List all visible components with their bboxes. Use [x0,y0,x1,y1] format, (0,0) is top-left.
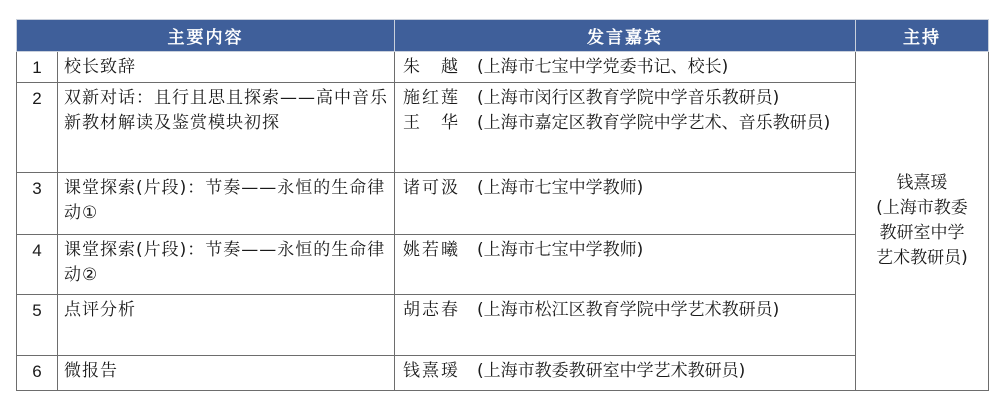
speaker-affiliation: (上海市教委教研室中学艺术教研员) [477,361,746,381]
row-topic: 课堂探索(片段)：节奏——永恒的生命律动① [58,173,395,235]
header-content: 主要内容 [17,20,395,52]
host-affiliation-line2: 教研室中学 [879,223,965,243]
speaker-entry [403,111,855,136]
speaker-entry [403,86,855,111]
row-number: 6 [17,356,58,391]
row-number: 5 [17,295,58,356]
host-cell [856,52,989,391]
row-number: 1 [17,52,58,83]
header-host: 主持 [856,20,989,52]
row-speakers [395,356,856,391]
speaker-name: 钱熹瑗 [403,361,460,381]
speaker-entry [403,176,855,201]
table-row [17,52,989,83]
row-speakers [395,173,856,235]
row-speakers [395,235,856,295]
row-topic: 微报告 [58,356,395,391]
header-row [17,20,989,52]
speaker-name: 胡志春 [403,300,460,320]
host-affiliation-line3: 艺术教研员) [876,248,968,268]
speaker-entry [403,359,855,384]
speaker-affiliation: (上海市七宝中学教师) [477,178,644,198]
speaker-entry [403,298,855,323]
row-speakers [395,52,856,83]
speaker-affiliation: (上海市松江区教育学院中学艺术教研员) [477,300,780,320]
row-speakers [395,83,856,173]
table-row [17,356,989,391]
row-number: 4 [17,235,58,295]
table-row [17,235,989,295]
speaker-affiliation: (上海市七宝中学教师) [477,240,644,260]
row-topic: 校长致辞 [58,52,395,83]
agenda-table [16,19,989,391]
header-speakers: 发言嘉宾 [395,20,856,52]
table-row [17,83,989,173]
speaker-entry [403,55,855,80]
speaker-affiliation: (上海市嘉定区教育学院中学艺术、音乐教研员) [477,113,831,133]
speaker-name: 王 华 [403,113,460,133]
row-topic: 课堂探索(片段)：节奏——永恒的生命律动② [58,235,395,295]
table-row [17,295,989,356]
host-affiliation-line1: (上海市教委 [876,198,968,218]
speaker-entry [403,238,855,263]
host-name: 钱熹瑗 [896,173,948,193]
speaker-name: 姚若曦 [403,240,460,260]
row-speakers [395,295,856,356]
row-number: 2 [17,83,58,173]
speaker-name: 诸可汲 [403,178,460,198]
speaker-name: 施红莲 [403,88,460,108]
table-row [17,173,989,235]
row-number: 3 [17,173,58,235]
row-topic: 点评分析 [58,295,395,356]
speaker-name: 朱 越 [403,57,460,77]
speaker-affiliation: (上海市七宝中学党委书记、校长) [477,57,729,77]
speaker-affiliation: (上海市闵行区教育学院中学音乐教研员) [477,88,780,108]
row-topic: 双新对话：且行且思且探索——高中音乐新教材解读及鉴赏模块初探 [58,83,395,173]
